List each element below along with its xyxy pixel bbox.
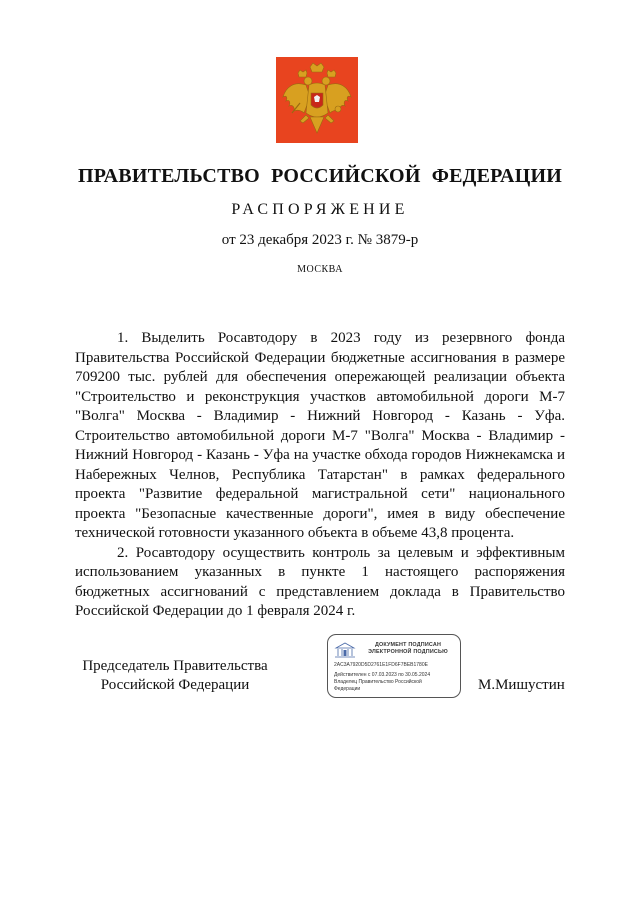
stamp-title xyxy=(358,642,458,656)
signatory-name: М.Мишустин xyxy=(478,677,565,693)
stamp-owner-line1: Владелец Правительство Российской xyxy=(334,679,422,685)
electronic-signature-stamp xyxy=(327,634,461,698)
government-building-icon xyxy=(334,641,356,659)
paragraph-2: 2. Росавтодору осуществить контроль за целевым и эффективным использованием указанных в пункте 1 настоящего распоряжения бюджетных ассигнований с представлением доклада в Правительство Российской Федерации до 1 февраля 2024 г. xyxy=(75,544,565,619)
government-title: ПРАВИТЕЛЬСТВО РОССИЙСКОЙ ФЕДЕРАЦИИ xyxy=(78,165,562,187)
stamp-validity: Действителен с 07.03.2023 по 30.05.2024 xyxy=(334,672,431,678)
coat-of-arms-emblem xyxy=(276,57,358,143)
stamp-serial: 2AC3A7920D5D2761E1FD6F7BEB1780E xyxy=(334,662,428,668)
document-type: РАСПОРЯЖЕНИЕ xyxy=(231,201,409,218)
stamp-title-line1: ДОКУМЕНТ ПОДПИСАН xyxy=(374,642,442,648)
signatory-position-line2: Российской Федерации xyxy=(100,677,250,693)
document-body xyxy=(75,329,565,622)
document-date-number: от 23 декабря 2023 г. № 3879-р xyxy=(221,232,419,248)
stamp-owner-line2: Федерации xyxy=(334,686,361,692)
signatory-position-line1: Председатель Правительства xyxy=(82,658,268,674)
document-city: МОСКВА xyxy=(297,264,343,275)
coat-of-arms-icon xyxy=(276,57,358,143)
signatory-position xyxy=(80,657,270,695)
paragraph-1: 1. Выделить Росавтодору в 2023 году из резервного фонда Правительства Российской Федерации бюджетные ассигнования в размере 709200 тыс. рублей для обеспечения опережающей реализации объекта "Строительство и реконструкция участков автомобильной дороги М-7 "Волга" Москва - Владимир - Нижний Новгород - Казань - Уфа. Строительство автомобильной дороги М-7 "Волга" Москва - Владимир - Нижний Новгород - Казань - Уфа на участке обхода городов Нижнекамска и Набережных Челнов, Республика Татарстан" в рамках федерального проекта "Развитие федеральной магистральной сети" национального проекта "Безопасные качественные дороги", имея в виду обеспечение технической готовности указанного объекта в объеме 43,8 процента. xyxy=(75,330,565,541)
stamp-title-line2: ЭЛЕКТРОННОЙ ПОДПИСЬЮ xyxy=(368,649,448,655)
